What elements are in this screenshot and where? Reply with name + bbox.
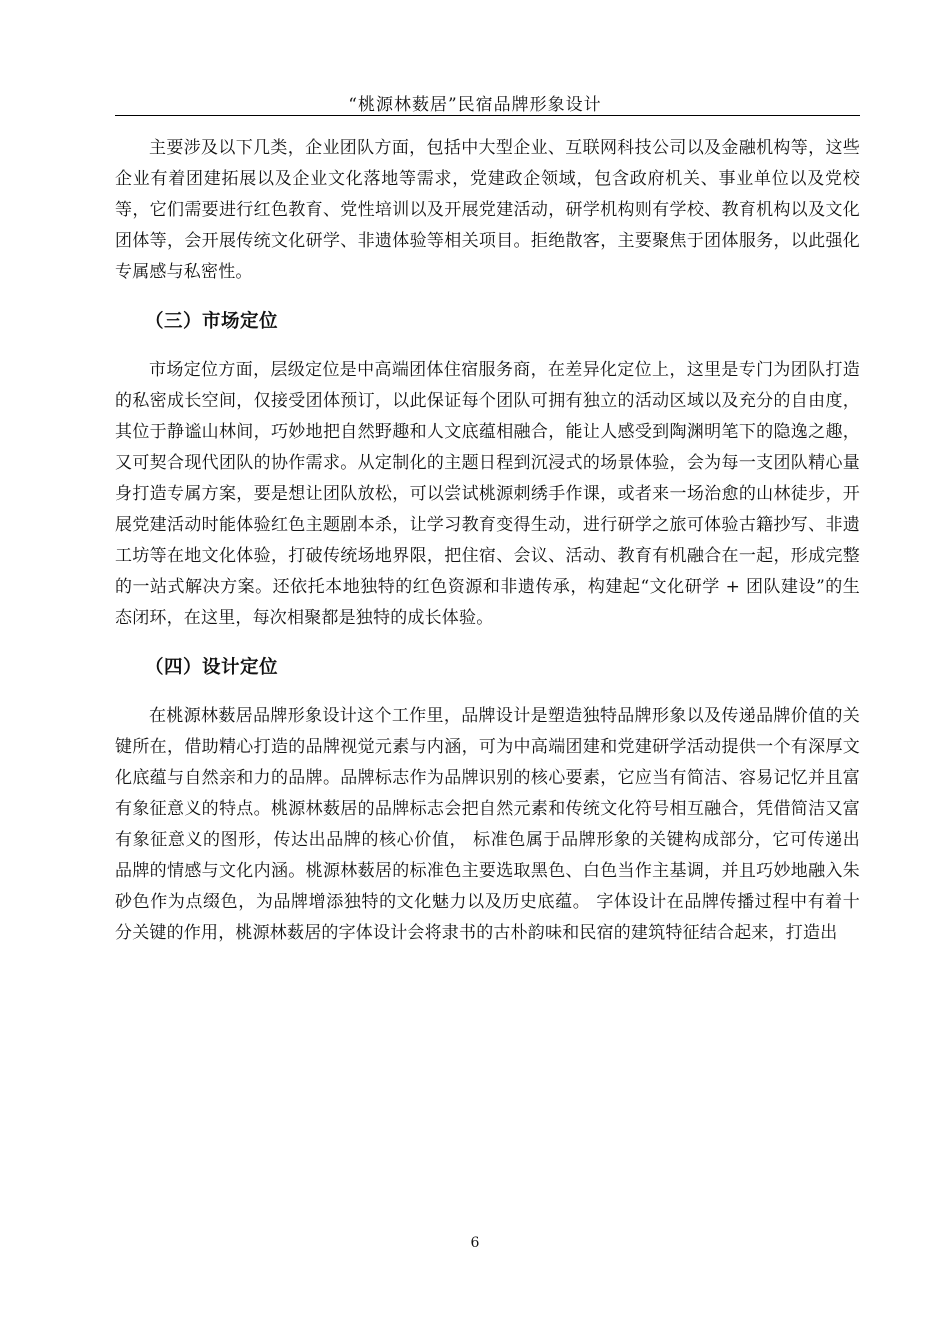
page-content [115,133,860,949]
paragraph-design-positioning: 在桃源林薮居品牌形象设计这个工作里，品牌设计是塑造独特品牌形象以及传递品牌价值的关键所在，借助精心打造的品牌视觉元素与内涵，可为中高端团建和党建研学活动提供一个有深厚文化底蕴与自然亲和力的品牌。品牌标志作为品牌识别的核心要素，它应当有简洁、容易记忆并且富有象征意义的特点。桃源林薮居的品牌标志会把自然元素和传统文化符号相互融合，凭借简洁又富有象征意义的图形，传达出品牌的核心价值， 标准色属于品牌形象的关键构成部分，它可传递出品牌的情感与文化内涵。桃源林薮居的标准色主要选取黑色、白色当作主基调，并且巧妙地融入朱砂色作为点缀色，为品牌增添独特的文化魅力以及历史底蕴。 字体设计在品牌传播过程中有着十分关键的作用，桃源林薮居的字体设计会将隶书的古朴韵味和民宿的建筑特征结合起来，打造出 [115,706,860,943]
page-number: 6 [470,1235,480,1251]
section-heading-design-positioning: （四）设计定位 [145,657,279,678]
running-header-title: “桃源林薮居”民宿品牌形象设计 [348,95,602,115]
paragraph-target-clients: 主要涉及以下几类，企业团队方面，包括中大型企业、互联网科技公司以及金融机构等，这些企业有着团建拓展以及企业文化落地等需求，党建政企领域，包含政府机关、事业单位以及党校等，它们需要进行红色教育、党性培训以及开展党建活动，研学机构则有学校、教育机构以及文化团体等，会开展传统文化研学、非遗体验等相关项目。拒绝散客，主要聚焦于团体服务，以此强化专属感与私密性。 [115,138,860,282]
header-divider [115,115,860,116]
section-heading-market-positioning: （三）市场定位 [145,311,279,332]
paragraph-market-positioning: 市场定位方面，层级定位是中高端团体住宿服务商，在差异化定位上，这里是专门为团队打造的私密成长空间，仅接受团体预订，以此保证每个团队可拥有独立的活动区域以及充分的自由度，其位于静谧山林间，巧妙地把自然野趣和人文底蕴相融合，能让人感受到陶渊明笔下的隐逸之趣，又可契合现代团队的协作需求。从定制化的主题日程到沉浸式的场景体验，会为每一支团队精心量身打造专属方案，要是想让团队放松，可以尝试桃源刺绣手作课，或者来一场治愈的山林徒步，开展党建活动时能体验红色主题剧本杀，让学习教育变得生动，进行研学之旅可体验古籍抄写、非遗工坊等在地文化体验，打破传统场地界限，把住宿、会议、活动、教育有机融合在一起，形成完整的一站式解决方案。还依托本地独特的红色资源和非遗传承，构建起“文化研学 + 团队建设”的生态闭环，在这里，每次相聚都是独特的成长体验。 [115,360,860,628]
